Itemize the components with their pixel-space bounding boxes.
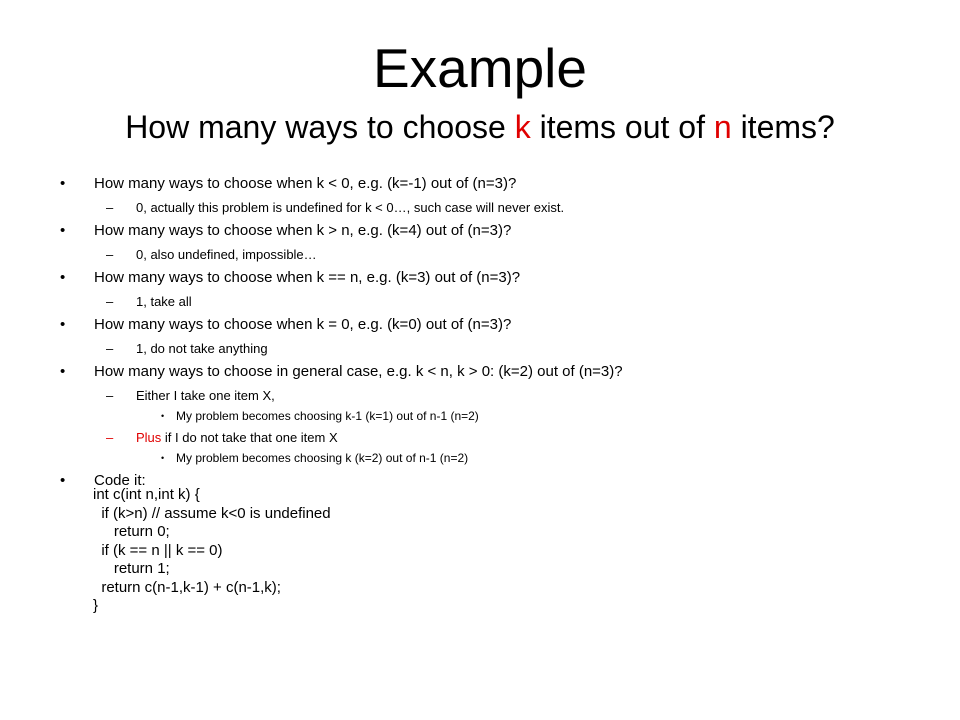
bullet-k-negative: [58, 174, 938, 194]
answer-skip-item: [58, 429, 938, 446]
answer-text: Either I take one item X,: [136, 388, 275, 403]
bullet-marker: •: [161, 411, 165, 421]
dash-marker: –: [106, 294, 114, 309]
answer-text: 1, take all: [136, 294, 192, 309]
bullet-marker: •: [60, 316, 66, 333]
bullet-text: How many ways to choose in general case, e.g. k < n, k > 0: (k=2) out of (n=3)?: [94, 363, 623, 380]
bullet-marker: •: [60, 175, 66, 192]
subtitle-k-highlight: k: [514, 109, 531, 145]
dash-marker: –: [106, 247, 114, 262]
bullet-marker: •: [60, 269, 66, 286]
bullet-general-case: [58, 362, 938, 382]
slide-title: Example: [373, 37, 587, 99]
dash-marker: –: [106, 430, 114, 445]
bullet-text: How many ways to choose when k < 0, e.g. (k=-1) out of (n=3)?: [94, 175, 517, 192]
answer-k-negative: [58, 199, 938, 216]
subtitle-part3: items?: [731, 109, 835, 145]
bullet-text: How many ways to choose when k > n, e.g. (k=4) out of (n=3)?: [94, 222, 512, 239]
bullet-k-greater-n: [58, 221, 938, 241]
code-block: int c(int n,int k) { if (k>n) // assume k<0 is undefined return 0; if (k == n || k == 0) return 1; return c(n-1,k-1) + c(n-1,k); }: [93, 486, 331, 614]
dash-marker: –: [106, 200, 114, 215]
answer-k-zero: [58, 340, 938, 357]
bullet-list: [58, 174, 938, 491]
sub-answer-skip-item: [58, 450, 938, 466]
answer-k-equals-n: [58, 293, 938, 310]
bullet-marker: •: [161, 453, 165, 463]
bullet-k-zero: [58, 315, 938, 335]
answer-text: 1, do not take anything: [136, 341, 268, 356]
dash-marker: –: [106, 341, 114, 356]
bullet-marker: •: [60, 222, 66, 239]
answer-text: if I do not take that one item X: [161, 430, 338, 445]
bullet-text: Code it:: [94, 472, 146, 489]
slide-subtitle: [0, 108, 960, 146]
answer-text: 0, also undefined, impossible…: [136, 247, 317, 262]
sub-answer-take-item: [58, 408, 938, 424]
answer-text: 0, actually this problem is undefined for k < 0…, such case will never exist.: [136, 200, 565, 215]
subtitle-n-highlight: n: [713, 109, 732, 145]
answer-k-greater-n: [58, 246, 938, 263]
dash-marker: –: [106, 388, 114, 403]
bullet-text: How many ways to choose when k == n, e.g. (k=3) out of (n=3)?: [94, 269, 521, 286]
sub-answer-text: My problem becomes choosing k-1 (k=1) out of n-1 (n=2): [176, 409, 479, 423]
answer-take-item: [58, 387, 938, 404]
plus-highlight: Plus: [136, 430, 162, 445]
bullet-marker: •: [60, 472, 66, 489]
sub-answer-text: My problem becomes choosing k (k=2) out of n-1 (n=2): [176, 451, 469, 465]
subtitle-part1: How many ways to choose: [125, 109, 515, 145]
subtitle-part2: items out of: [530, 109, 714, 145]
bullet-text: How many ways to choose when k = 0, e.g. (k=0) out of (n=3)?: [94, 316, 512, 333]
bullet-marker: •: [60, 363, 66, 380]
bullet-k-equals-n: [58, 268, 938, 288]
